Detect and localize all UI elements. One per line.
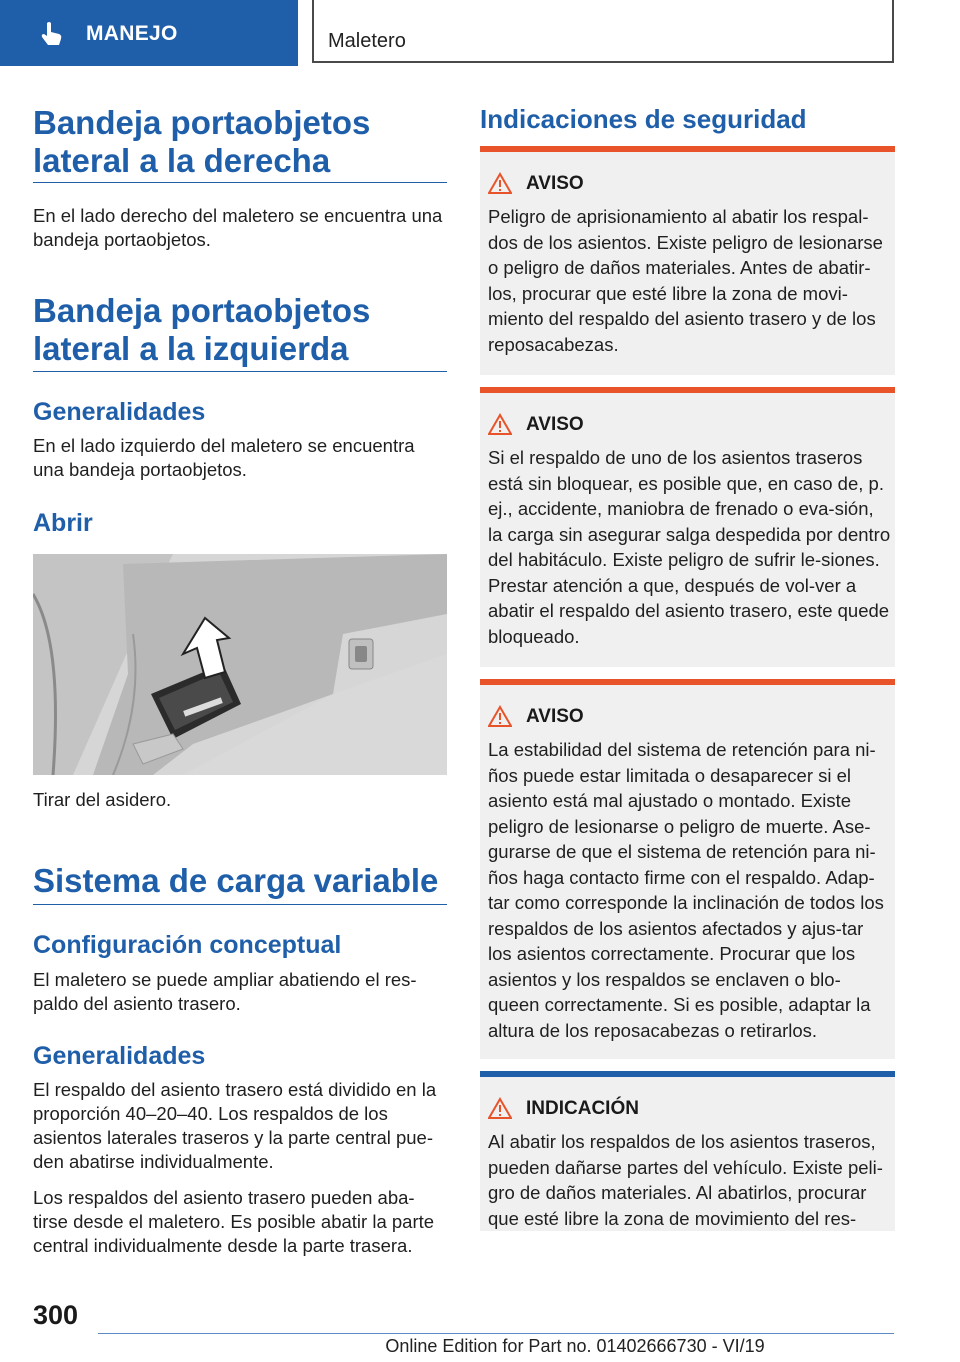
header-section-label: MANEJO: [86, 22, 178, 45]
warning-title: AVISO: [526, 173, 584, 194]
notice-title: INDICACIÓN: [526, 1098, 639, 1119]
warning-text: Peligro de aprisionamiento al abatir los respal-dos de los asientos. Existe peligro de lesionarse o peligro de daños materiales. Antes de abatir-los, procurar que esté libre la zona de movi-miento del respaldo del asiento trasero y de los reposacabezas.: [488, 206, 883, 355]
warning-triangle-icon: [488, 1097, 512, 1119]
warning-title: AVISO: [526, 414, 584, 435]
warning-text: Si el respaldo de uno de los asientos traseros está sin bloquear, es posible que, en caso de, p. ej., accidente, maniobra de frenado o eva-sión, la carga sin asegurar salga despedida por dentro del habitáculo. Existe peligro de sufrir le-siones. Prestar atención a que, después de vol-ver a abatir el respaldo del asiento trasero, este quede bloqueado.: [488, 447, 891, 647]
warning-title: AVISO: [526, 706, 584, 727]
trunk-tray-photo: [33, 554, 447, 775]
warning-bar: [480, 679, 895, 685]
notice-bar: [480, 1071, 895, 1077]
warning-text: La estabilidad del sistema de retención para ni-ños puede estar limitada o desaparecer si el asiento está mal ajustado o montado. Existe peligro de lesionarse o peligro de muerte. Ase-gurarse de que el sistema de retención para ni-ños haga contacto firme con el respaldo. Adap-tar como corresponde la inclinación de todos los respaldos de los asientos afectados y ajus-tar los asientos correctamente. Procurar que los asientos y los respaldos se enclaven o blo-queen correctamente. Si es posible, adaptar la altura de los reposacabezas o retirarlos.: [488, 739, 884, 1041]
header-section-tab[interactable]: [0, 0, 298, 66]
notice-box: [480, 1071, 895, 1231]
photo-caption: Tirar del asidero.: [33, 789, 172, 810]
heading-left-tray: Bandeja portaobjetos lateral a la izquierda: [33, 292, 371, 367]
warning-box: [480, 679, 895, 1059]
footer-edition: Online Edition for Part no. 01402666730 - VI/19: [385, 1336, 765, 1356]
header-chapter-label: Maletero: [328, 30, 406, 52]
paragraph-general-2b: Los respaldos del asiento trasero pueden aba-tirse desde el maletero. Es posible abatir la parte central individualmente desde la parte trasera.: [33, 1187, 435, 1256]
notice-text: Al abatir los respaldos de los asientos traseros, pueden dañarse partes del vehículo. Existe peli-gro de daños materiales. Al abatirlos, procurar que esté libre la zona de movimiento del res-: [488, 1131, 883, 1229]
subheading-general-1: Generalidades: [33, 398, 206, 426]
heading-rule: [33, 182, 447, 183]
safety-heading: Indicaciones de seguridad: [480, 104, 807, 134]
heading-system: Sistema de carga variable: [33, 862, 439, 899]
warning-triangle-icon: [488, 413, 512, 435]
paragraph-right-tray: En el lado derecho del maletero se encuentra una bandeja portaobjetos.: [33, 205, 443, 250]
trunk-illustration: [33, 554, 447, 775]
page-number: 300: [33, 1300, 79, 1330]
paragraph-general-2a: El respaldo del asiento trasero está dividido en la proporción 40–20–40. Los respaldos de los asientos laterales traseros y la parte central pue-den abatirse individualmente.: [33, 1079, 437, 1172]
warning-box: [480, 146, 895, 375]
footer-rule: [98, 1333, 894, 1334]
warning-triangle-icon: [488, 172, 512, 194]
header-chapter: [312, 0, 894, 63]
hand-pointer-icon: [38, 20, 66, 48]
heading-rule: [33, 904, 447, 905]
heading-right-tray: Bandeja portaobjetos lateral a la derecha: [33, 104, 371, 179]
paragraph-left-tray: En el lado izquierdo del maletero se encuentra una bandeja portaobjetos.: [33, 435, 415, 480]
heading-rule: [33, 371, 447, 372]
subheading-general-2: Generalidades: [33, 1042, 206, 1070]
warning-bar: [480, 146, 895, 152]
warning-bar: [480, 387, 895, 393]
subheading-concept: Configuración conceptual: [33, 931, 342, 959]
warning-triangle-icon: [488, 705, 512, 727]
subheading-open: Abrir: [33, 509, 93, 537]
warning-box: [480, 387, 895, 667]
paragraph-concept: El maletero se puede ampliar abatiendo el res-paldo del asiento trasero.: [33, 969, 417, 1014]
